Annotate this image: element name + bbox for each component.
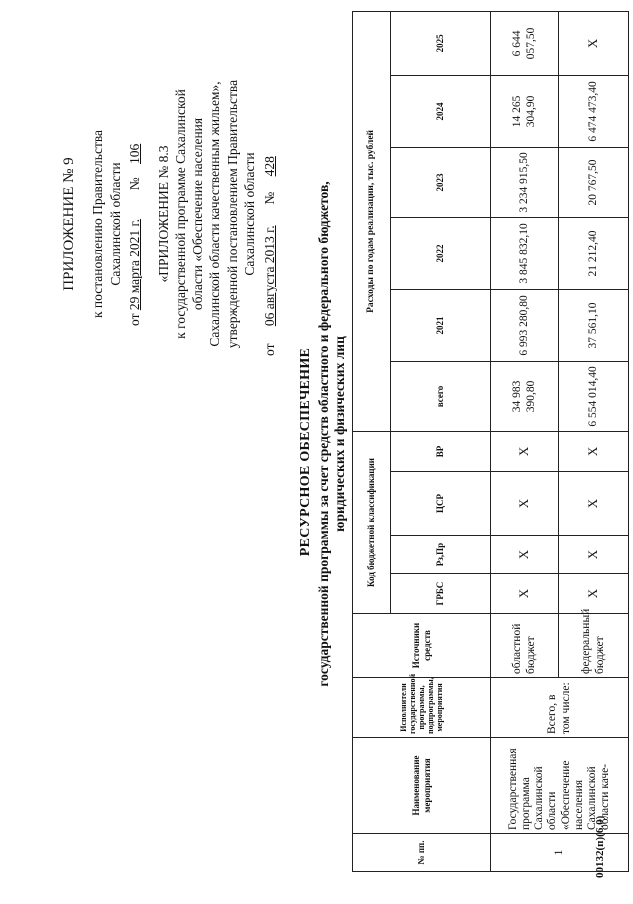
appendix83-line4: утвержденной постановлением Правительства <box>225 79 240 349</box>
cell-2023: 3 234 915,50 <box>491 147 559 217</box>
cell-grbs: Х <box>491 574 559 614</box>
header-name: Наименование мероприятия <box>353 738 491 834</box>
header-code-group: Код бюджетной классификации <box>353 431 391 613</box>
appendix83-line2: области «Обеспечение населения <box>190 117 205 311</box>
cell-2022: 21 212,40 <box>559 217 629 289</box>
cell-total: 6 554 014,40 <box>559 361 629 431</box>
row-source-regional: областной бюджет <box>491 614 559 678</box>
header-costs-group: Расходы по годам реализации, тыс. рублей <box>353 11 391 431</box>
header-vr: ВР <box>391 431 491 471</box>
cell-vr: Х <box>491 431 559 471</box>
appendix-line1: к постановлению Правительства <box>90 129 105 319</box>
cell-rzpr: Х <box>491 536 559 574</box>
appendix-date: 29 марта 2021 г. <box>127 219 142 311</box>
cell-grbs: Х <box>559 574 629 614</box>
row-number: 1 <box>491 834 629 872</box>
table-row <box>491 11 559 871</box>
footer-code: 00132(п)(6.0) <box>594 815 606 878</box>
row-source-federal: федеральный бюджет <box>559 614 629 678</box>
header-csr: ЦСР <box>391 472 491 536</box>
appendix83-title: «ПРИЛОЖЕНИЕ № 8.3 <box>156 145 171 283</box>
header-row-1 <box>353 11 391 871</box>
cell-2021: 37 561,10 <box>559 289 629 361</box>
appendix83-line1: к государственной программе Сахалинской <box>173 89 188 339</box>
appendix83-number: 428 <box>262 156 277 177</box>
cell-rzpr: Х <box>559 536 629 574</box>
appendix83-line3: Сахалинской области качественным жильем», <box>207 81 222 347</box>
header-source: Источники средств <box>353 614 491 678</box>
header-rzpr: Рз,Пр <box>391 536 491 574</box>
cell-2025: Х <box>559 11 629 75</box>
row-program-name: Государственная программа Сахалинской области «Обеспечение населения Сахалинской области каче- <box>491 738 629 834</box>
cell-vr: Х <box>559 431 629 471</box>
row-executors: Всего, в том числе: <box>491 678 629 738</box>
header-executors: Исполнители государственной программы, подпрограммы, мероприятия <box>353 678 491 738</box>
cell-2024: 14 265 304,90 <box>491 75 559 147</box>
header-year-2021: 2021 <box>391 289 491 361</box>
appendix83-date-line <box>262 156 278 356</box>
appendix83-number-prefix: № <box>262 191 277 205</box>
header-grbs: ГРБС <box>391 574 491 614</box>
cell-2023: 20 767,50 <box>559 147 629 217</box>
cell-total: 34 983 390,80 <box>491 361 559 431</box>
cell-2025: 6 644 057,50 <box>491 11 559 75</box>
header-year-2022: 2022 <box>391 217 491 289</box>
appendix83-date: 06 августа 2013 г. <box>262 225 277 327</box>
appendix-from-prefix: от <box>127 313 142 326</box>
cell-2022: 3 845 832,10 <box>491 217 559 289</box>
appendix-line2: Сахалинской области <box>108 162 123 286</box>
header-no: № пп. <box>353 834 491 872</box>
header-year-2023: 2023 <box>391 147 491 217</box>
cell-2021: 6 993 280,80 <box>491 289 559 361</box>
appendix83-line5: Сахалинской области <box>242 152 257 276</box>
appendix-number: 106 <box>127 143 142 165</box>
cell-2024: 6 474 473,40 <box>559 75 629 147</box>
header-total: всего <box>391 361 491 431</box>
header-year-2024: 2024 <box>391 75 491 147</box>
document-subtitle-line1: государственной программы за счет средств областного и федерального бюджетов, <box>316 181 331 687</box>
cell-csr: Х <box>559 472 629 536</box>
appendix83-from-prefix: от <box>262 343 277 356</box>
header-year-2025: 2025 <box>391 11 491 75</box>
cell-csr: Х <box>491 472 559 536</box>
resource-table <box>352 11 629 872</box>
appendix-number-prefix: № <box>127 177 142 191</box>
appendix-title: ПРИЛОЖЕНИЕ № 9 <box>61 157 77 291</box>
document-title: РЕСУРСНОЕ ОБЕСПЕЧЕНИЕ <box>298 347 313 557</box>
appendix-date-line <box>127 144 143 326</box>
document-subtitle-line2: юридических и физических лиц <box>332 336 347 532</box>
